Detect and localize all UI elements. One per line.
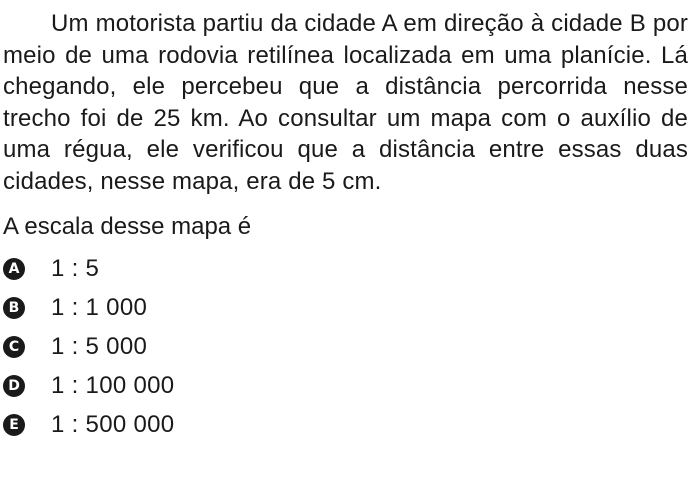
question-prompt: A escala desse mapa é [3,212,252,240]
option-letter-d-badge: D [3,375,25,397]
option-text: 1 : 5 [51,255,100,283]
option-text: 1 : 5 000 [51,333,148,361]
option-text: 1 : 500 000 [51,411,175,439]
option-c[interactable] [3,328,688,367]
option-letter-b-badge: B [3,297,25,319]
option-a[interactable] [3,250,688,289]
question-block [3,8,688,445]
option-letter-e-badge: E [3,414,25,436]
option-letter-a-badge: A [3,258,25,280]
answer-options [3,250,688,445]
question-stem: Um motorista partiu da cidade A em direção à cidade B por meio de uma rodovia retilínea localizada em uma planície. Lá chegando, ele percebeu que a distância percorrida nesse trecho foi de 25 km. Ao consultar um mapa com o auxílio de uma régua, ele verificou que a distância entre essas duas cidades, nesse mapa, era de 5 cm. [3,10,688,195]
option-d[interactable] [3,367,688,406]
option-text: 1 : 100 000 [51,372,175,400]
option-e[interactable] [3,406,688,445]
option-text: 1 : 1 000 [51,294,148,322]
option-letter-c-badge: C [3,336,25,358]
option-b[interactable] [3,289,688,328]
